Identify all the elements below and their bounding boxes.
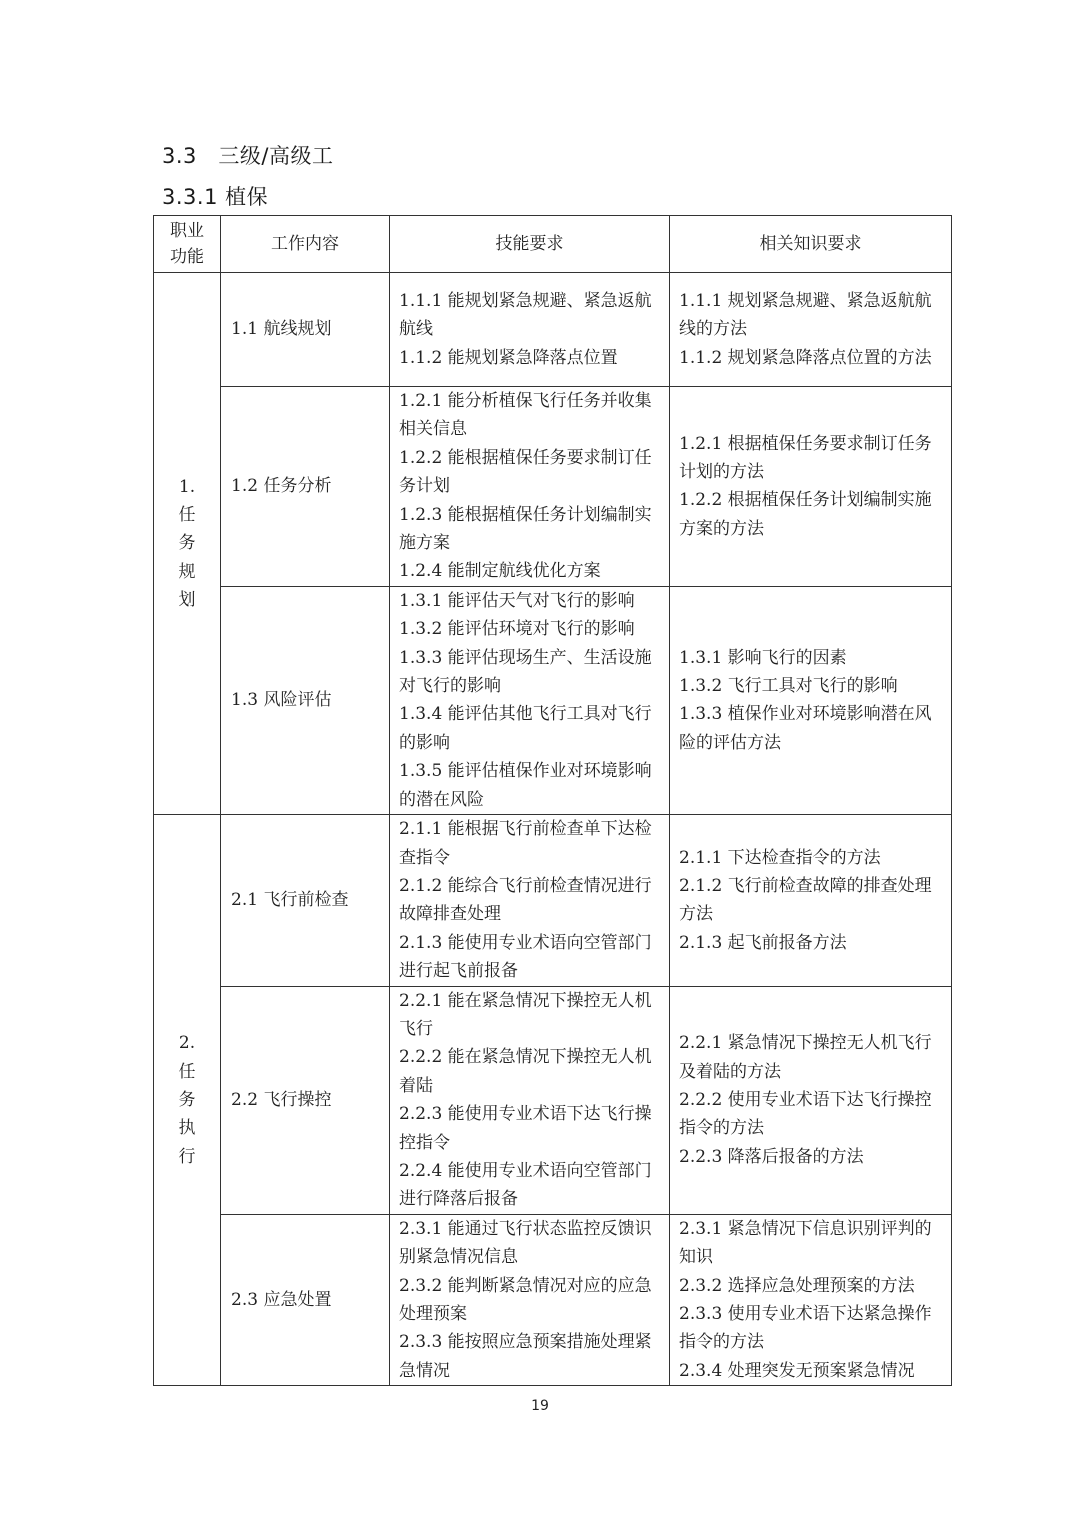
header-skill: 技能要求 — [390, 216, 670, 273]
skill-standard-table — [153, 215, 952, 1386]
table-row — [154, 815, 952, 986]
content-cell: 2.3 应急处置 — [221, 1214, 390, 1385]
knowledge-cell: 1.1.1 规划紧急规避、紧急返航航线的方法 1.1.2 规划紧急降落点位置的方法 — [670, 273, 952, 387]
header-knowledge: 相关知识要求 — [670, 216, 952, 273]
table-row — [154, 986, 952, 1214]
subsection-heading: 3.3.1 植保 — [162, 185, 269, 209]
knowledge-cell: 2.2.1 紧急情况下操控无人机飞行及着陆的方法 2.2.2 使用专业术语下达飞行操控指令的方法 2.2.3 降落后报备的方法 — [670, 986, 952, 1214]
table-row — [154, 1214, 952, 1385]
table-row — [154, 273, 952, 387]
content-cell: 2.1 飞行前检查 — [221, 815, 390, 986]
header-function: 职业功能 — [154, 216, 221, 273]
knowledge-cell: 2.1.1 下达检查指令的方法 2.1.2 飞行前检查故障的排查处理方法 2.1.3 起飞前报备方法 — [670, 815, 952, 986]
skill-cell: 1.2.1 能分析植保飞行任务并收集相关信息 1.2.2 能根据植保任务要求制订任务计划 1.2.3 能根据植保任务计划编制实施方案 1.2.4 能制定航线优化方案 — [390, 387, 670, 587]
table-row — [154, 387, 952, 587]
function-cell-task-execution: 2.任务执行 — [154, 815, 221, 1386]
table-header-row — [154, 216, 952, 273]
content-cell: 1.1 航线规划 — [221, 273, 390, 387]
section-heading: 3.3 三级/高级工 — [162, 144, 334, 168]
skill-cell: 2.1.1 能根据飞行前检查单下达检查指令 2.1.2 能综合飞行前检查情况进行故障排查处理 2.1.3 能使用专业术语向空管部门进行起飞前报备 — [390, 815, 670, 986]
knowledge-cell: 1.3.1 影响飞行的因素 1.3.2 飞行工具对飞行的影响 1.3.3 植保作业对环境影响潜在风险的评估方法 — [670, 586, 952, 814]
knowledge-cell: 1.2.1 根据植保任务要求制订任务计划的方法 1.2.2 根据植保任务计划编制实施方案的方法 — [670, 387, 952, 587]
content-cell: 1.2 任务分析 — [221, 387, 390, 587]
header-content: 工作内容 — [221, 216, 390, 273]
content-cell: 1.3 风险评估 — [221, 586, 390, 814]
content-cell: 2.2 飞行操控 — [221, 986, 390, 1214]
table-row — [154, 586, 952, 814]
skill-cell: 2.3.1 能通过飞行状态监控反馈识别紧急情况信息 2.3.2 能判断紧急情况对应的应急处理预案 2.3.3 能按照应急预案措施处理紧急情况 — [390, 1214, 670, 1385]
page-number: 19 — [531, 1398, 549, 1414]
skill-cell: 1.3.1 能评估天气对飞行的影响 1.3.2 能评估环境对飞行的影响 1.3.3 能评估现场生产、生活设施对飞行的影响 1.3.4 能评估其他飞行工具对飞行的影响 1.3.5 能评估植保作业对环境影响的潜在风险 — [390, 586, 670, 814]
skill-cell: 2.2.1 能在紧急情况下操控无人机飞行 2.2.2 能在紧急情况下操控无人机着陆 2.2.3 能使用专业术语下达飞行操控指令 2.2.4 能使用专业术语向空管部门进行降落后报备 — [390, 986, 670, 1214]
knowledge-cell: 2.3.1 紧急情况下信息识别评判的知识 2.3.2 选择应急处理预案的方法 2.3.3 使用专业术语下达紧急操作指令的方法 2.3.4 处理突发无预案紧急情况 — [670, 1214, 952, 1385]
skill-cell: 1.1.1 能规划紧急规避、紧急返航航线 1.1.2 能规划紧急降落点位置 — [390, 273, 670, 387]
function-cell-task-planning: 1.任务规划 — [154, 273, 221, 815]
